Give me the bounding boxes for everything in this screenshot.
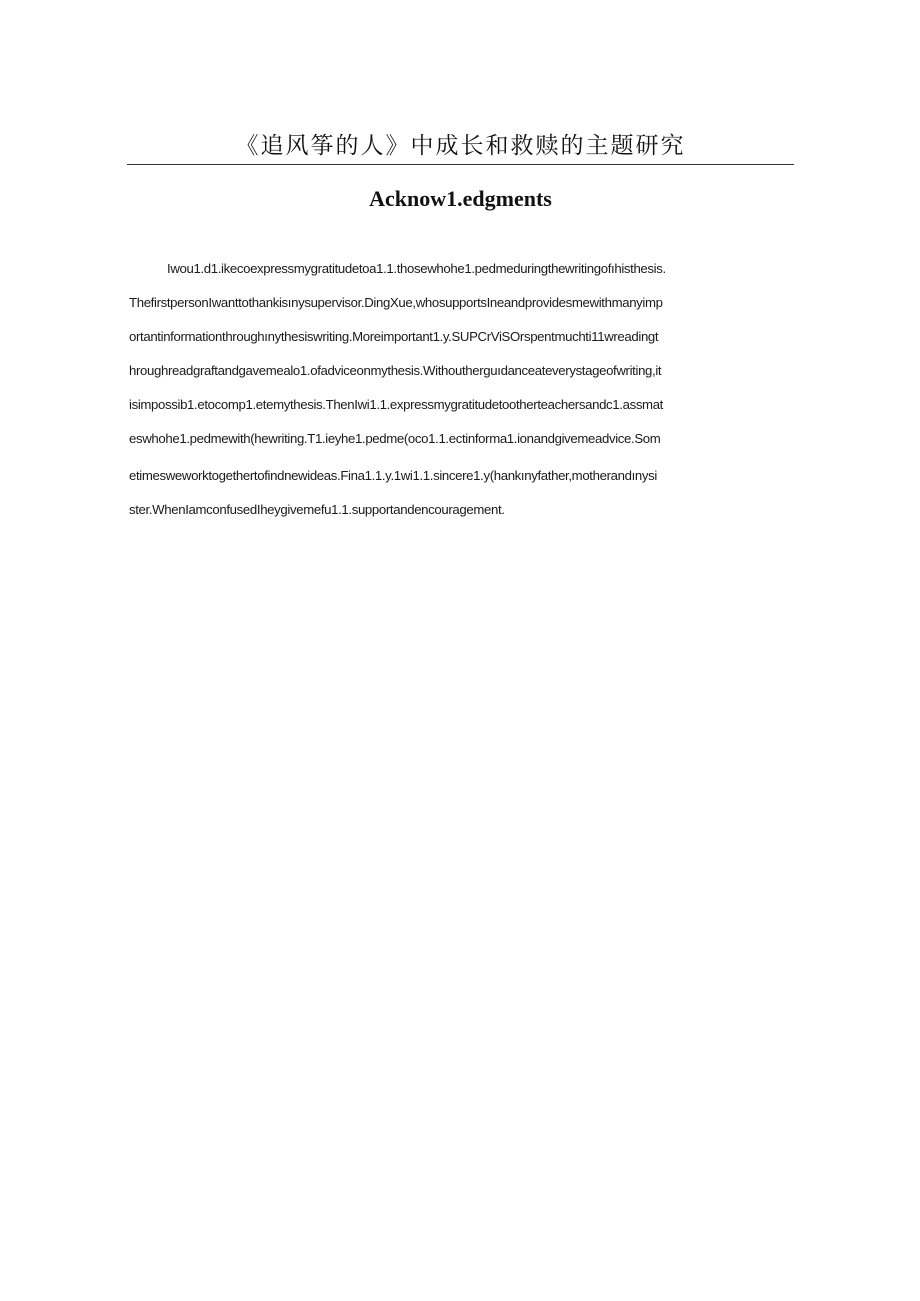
paragraph-line: isimpossib1.etocomp1.etemythesis.ThenIwi1.1.expressmygratitudetootherteachersandc1.assmat bbox=[129, 397, 663, 412]
header-divider bbox=[127, 164, 794, 165]
paragraph-line: Iwou1.d1.ikecoexpressmygratitudetoa1.1.thosewhohe1.pedmeduringthewritingofıhisthesis. bbox=[167, 261, 666, 276]
running-header: 《追风筝的人》中成长和救赎的主题研究 bbox=[235, 133, 686, 159]
paragraph-line: eswhohe1.pedmewith(hewriting.T1.ieyhe1.pedme(oco1.1.ectinforma1.ionandgivemeadvice.Som bbox=[129, 431, 661, 446]
paragraph-line: hroughreadgraftandgavemealo1.ofadviceonmythesis.Withoutherguıdanceateverystageofwriting,it bbox=[129, 363, 662, 378]
paragraph-line: ThefirstpersonIwanttothankisınysupervisor.DingXue,whosupportsIneandprovidesmewithmanyimp bbox=[129, 295, 663, 310]
paragraph-line: ortantinformationthroughınythesiswriting.Moreimportant1.y.SUPCrViSOrspentmuchti11wreadingt bbox=[129, 329, 659, 344]
acknowledgment-paragraph bbox=[129, 257, 794, 532]
section-title: Acknow1.edgments bbox=[369, 186, 552, 211]
paragraph-line: etimesweworktogethertofindnewideas.Fina1.1.y.1wi1.1.sincere1.y(hankınyfather,motherandınysi bbox=[129, 468, 657, 483]
paragraph-line: ster.WhenIamconfusedIheygivemefu1.1.supportandencouragement. bbox=[129, 502, 505, 517]
